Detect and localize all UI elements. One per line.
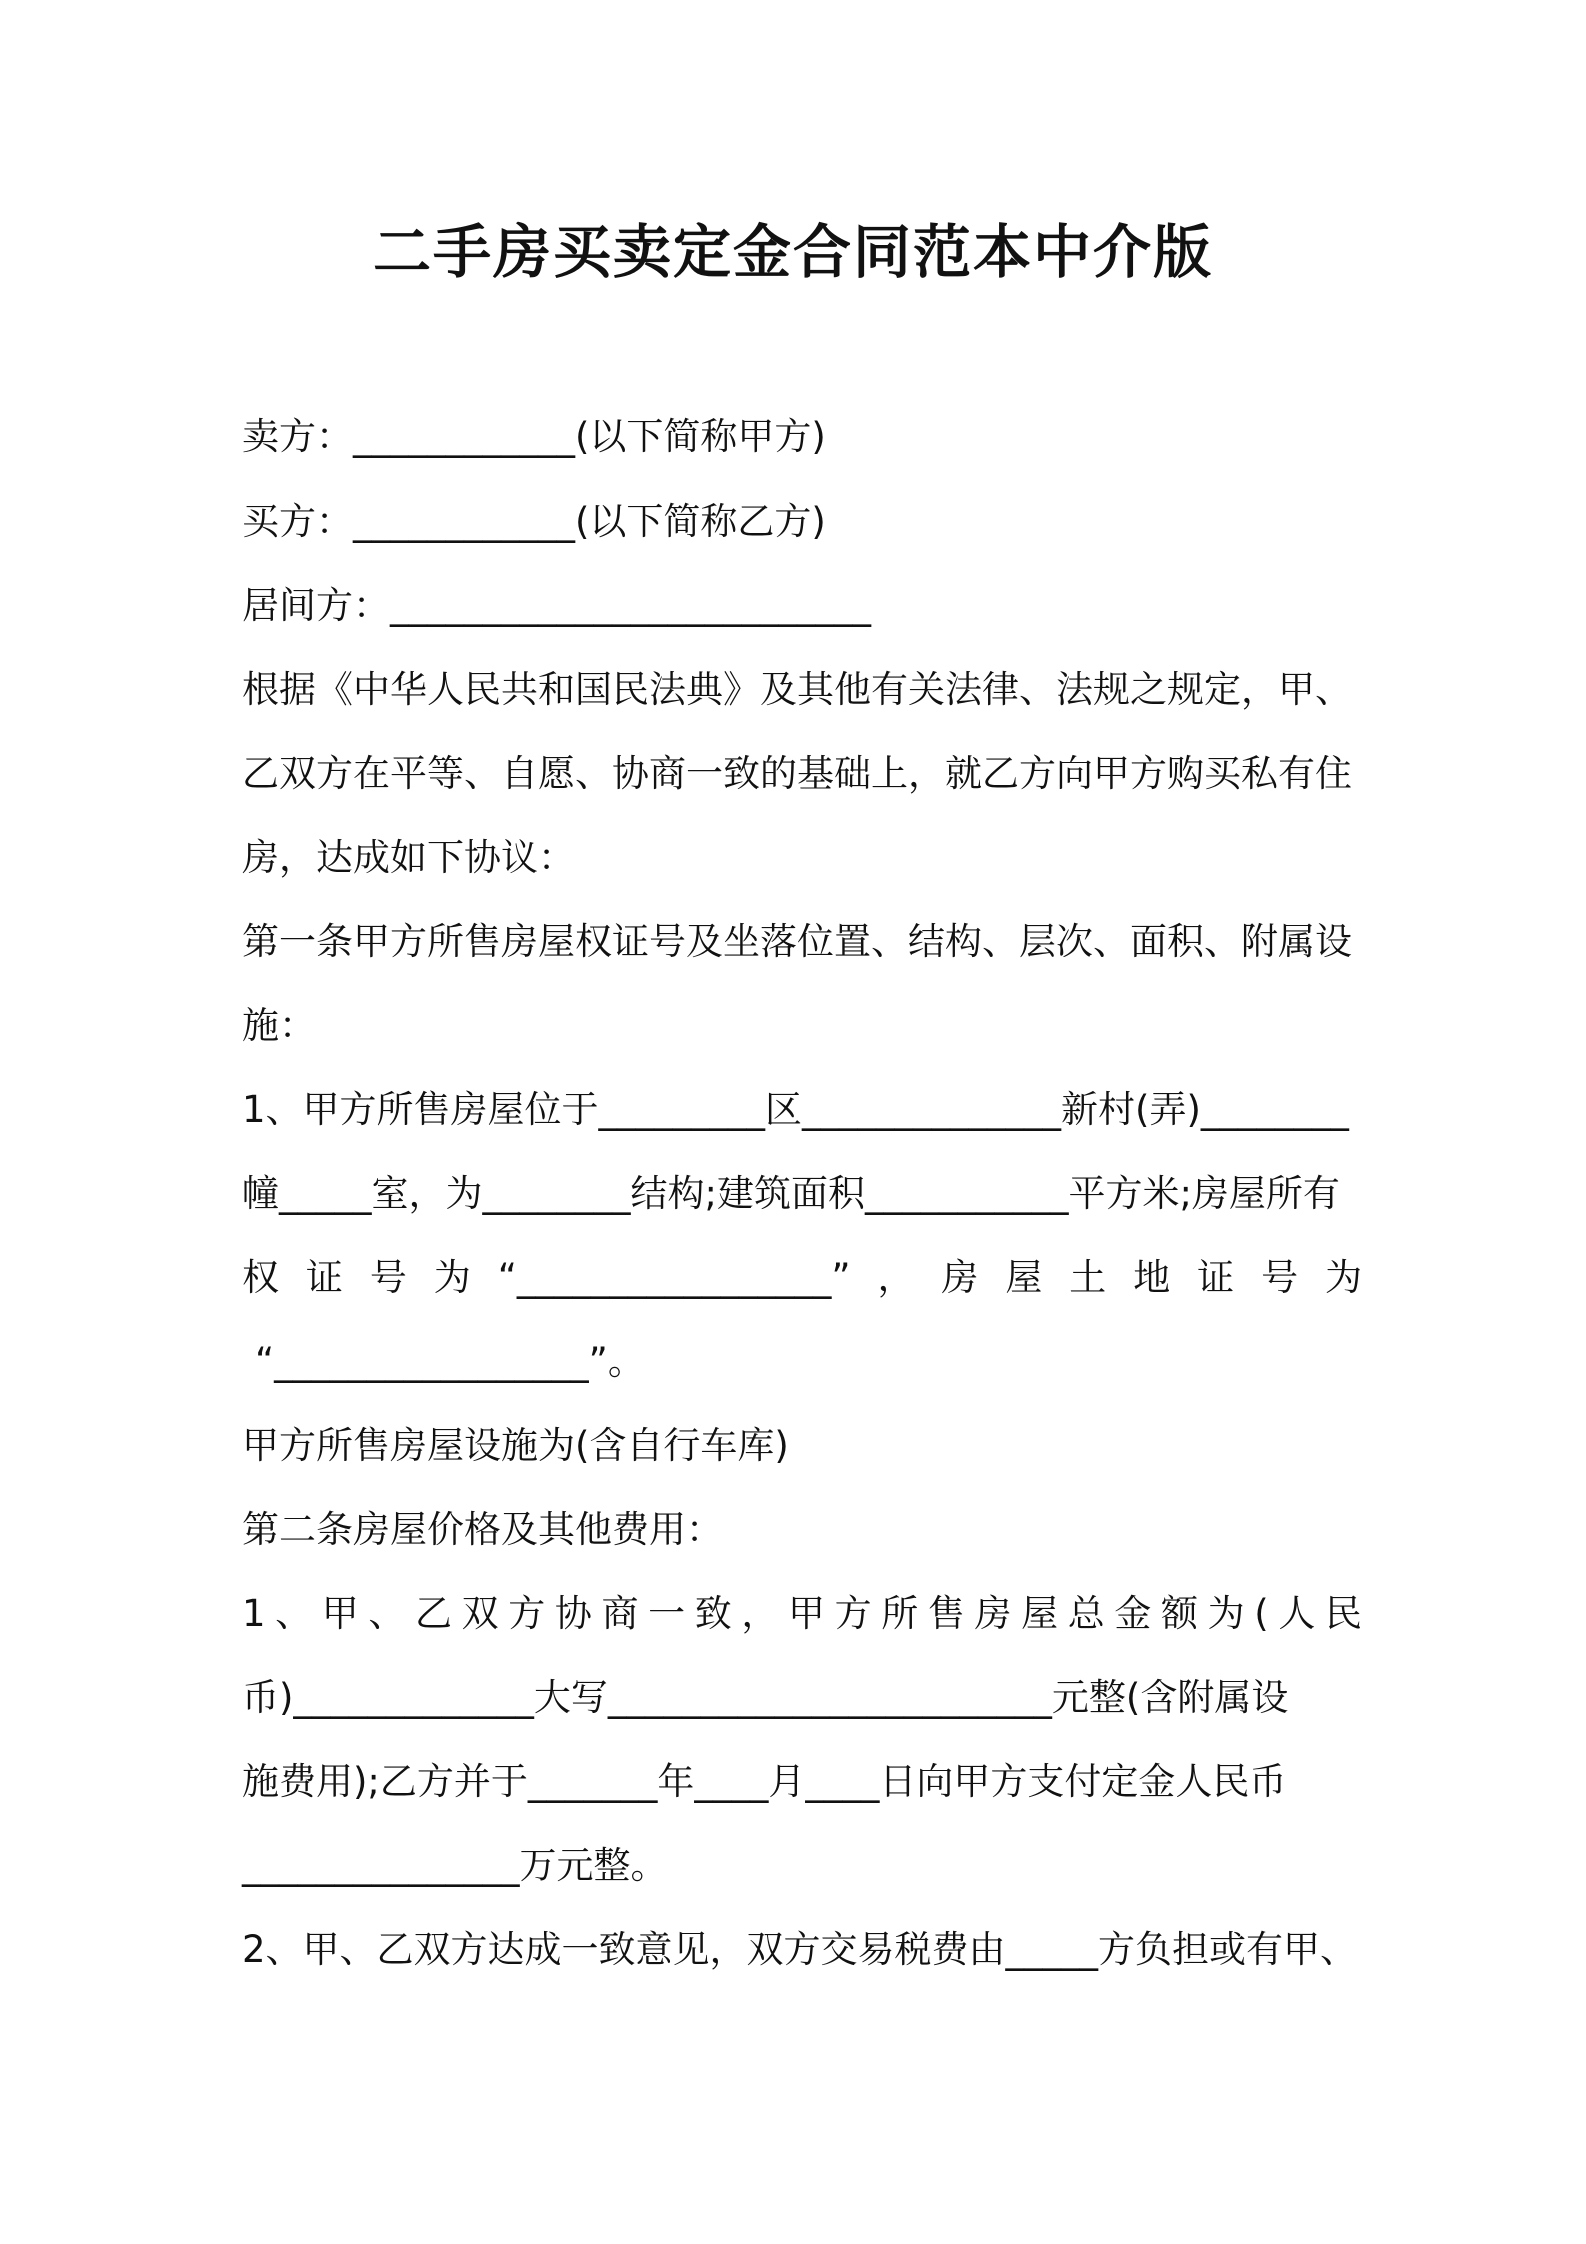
article-2-clause-1-line-4: _______________万元整。 (242, 1844, 668, 1887)
article-2-heading: 第二条房屋价格及其他费用： (242, 1508, 723, 1551)
document-title: 二手房买卖定金合同范本中介版 (372, 218, 1213, 286)
article-1-heading-line-2: 施： (242, 1004, 316, 1047)
seller-line: 卖方：____________(以下简称甲方) (242, 415, 826, 458)
article-1-clause-1-line-2: 幢_____室，为________结构;建筑面积___________平方米;房屋所有 (242, 1172, 1340, 1215)
article-2-clause-2-line-1: 2、甲、乙双方达成一致意见，双方交易税费由_____方负担或有甲、 (242, 1928, 1358, 1971)
article-1-clause-1-line-1: 1、甲方所售房屋位于_________区______________新村(弄)________ (242, 1088, 1349, 1131)
article-2-clause-1-line-1: 1、甲、乙双方协商一致，甲方所售房屋总金额为(人民 (242, 1592, 1362, 1635)
preamble-line-1: 根据《中华人民共和国民法典》及其他有关法律、法规之规定，甲、 (242, 668, 1352, 711)
article-2-clause-1-line-3: 施费用);乙方并于_______年____月____日向甲方支付定金人民币 (242, 1760, 1287, 1803)
article-1-clause-1-line-4: “_________________”。 (255, 1340, 645, 1383)
preamble-line-2: 乙双方在平等、自愿、协商一致的基础上，就乙方向甲方购买私有住 (242, 752, 1352, 795)
article-2-clause-1-line-2: 币)_____________大写________________________元整(含附属设 (242, 1676, 1289, 1719)
intermediary-line: 居间方：__________________________ (242, 584, 871, 627)
preamble-line-3: 房，达成如下协议： (242, 836, 575, 879)
facilities-line: 甲方所售房屋设施为(含自行车库) (242, 1424, 789, 1467)
buyer-line: 买方：____________(以下简称乙方) (242, 500, 826, 543)
article-1-clause-1-line-3: 权证号为“_________________”，房屋土地证号为 (242, 1256, 1362, 1299)
article-1-heading-line-1: 第一条甲方所售房屋权证号及坐落位置、结构、层次、面积、附属设 (242, 920, 1352, 963)
